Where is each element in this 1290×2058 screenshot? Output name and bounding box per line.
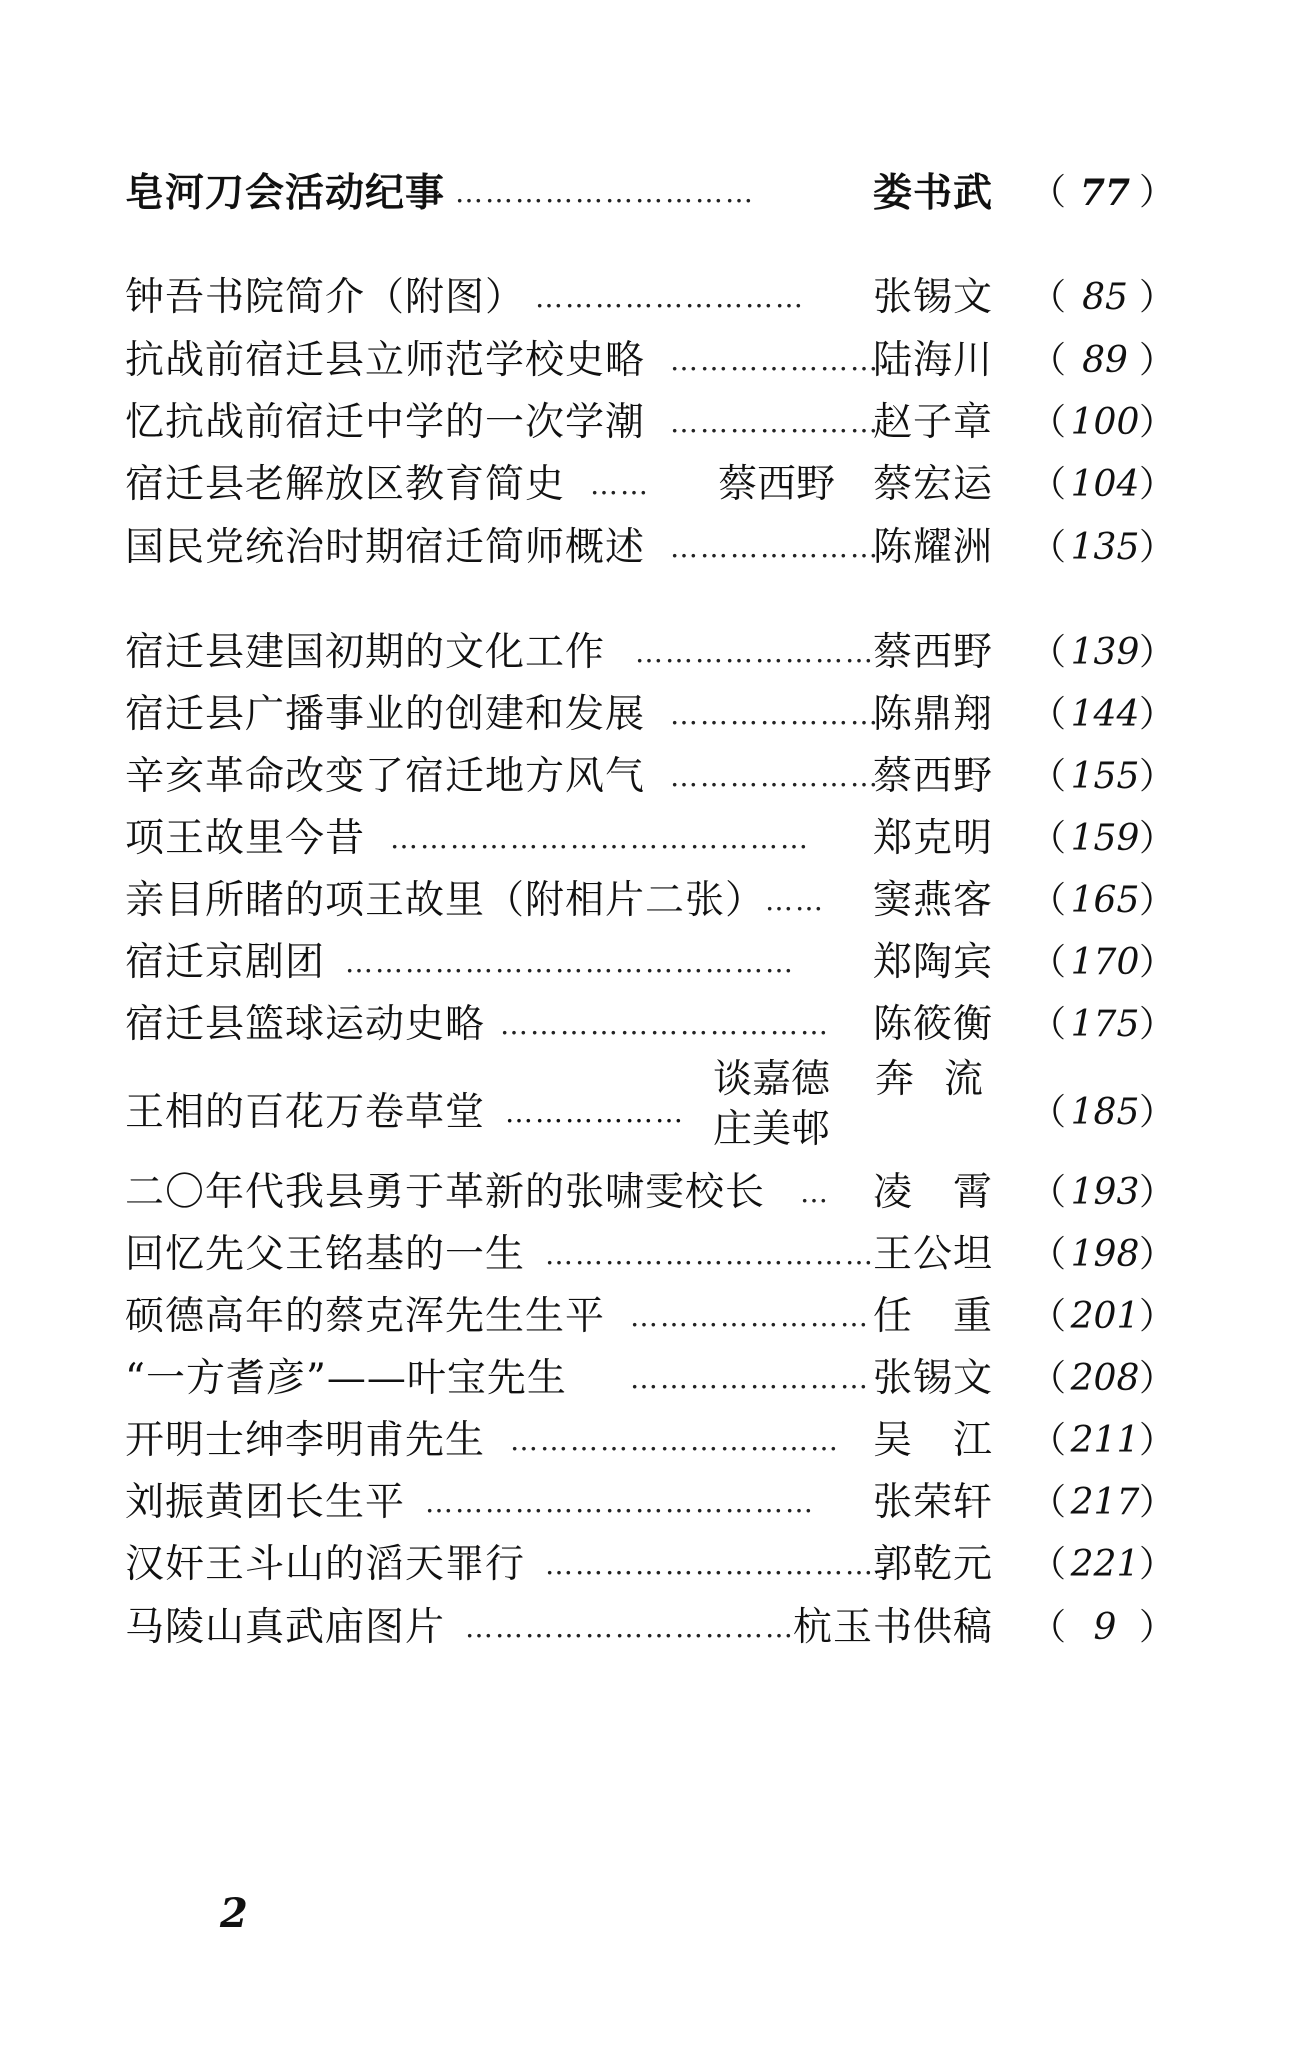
paren-close: ） — [1138, 880, 1175, 921]
dot-leader: ………………… — [670, 344, 880, 377]
entry-title: “一方耆彦”——叶宝先生 — [125, 1356, 567, 1401]
entry-author: 王公坦 — [873, 1232, 994, 1277]
page-value: 185 — [1070, 1092, 1140, 1133]
toc-entry — [125, 395, 1175, 451]
paren-open: （ — [1030, 1296, 1067, 1337]
dot-leader: ………………… — [670, 698, 880, 731]
toc-entry — [125, 997, 1175, 1053]
toc-entry — [125, 1227, 1175, 1283]
dot-leader: …………………… — [630, 1362, 870, 1395]
page-number: 2 — [220, 1890, 248, 1937]
dot-leader: …… — [765, 884, 825, 917]
entry-author: 陈鼎翔 — [873, 692, 994, 737]
entry-coauthor: 蔡西野 — [717, 462, 835, 507]
paren-open: （ — [1030, 1172, 1067, 1213]
toc-entry — [125, 1600, 1175, 1656]
paren-close: ） — [1138, 694, 1175, 735]
entry-coauthor: 谈嘉德 — [713, 1057, 831, 1102]
entry-author: 张荣轩 — [873, 1480, 994, 1525]
entry-author: 吴 江 — [873, 1418, 994, 1463]
dot-leader: …………………………… — [545, 1548, 875, 1581]
paren-open: （ — [1030, 172, 1067, 213]
entry-author: 凌 霄 — [873, 1170, 994, 1215]
paren-close: ） — [1138, 1607, 1175, 1648]
entry-title: 皂河刀会活动纪事 — [125, 170, 446, 216]
dot-leader: …………………………… — [465, 1611, 795, 1644]
page-value: 211 — [1070, 1420, 1140, 1461]
paren-open: （ — [1030, 1092, 1067, 1133]
paren-close: ） — [1138, 818, 1175, 859]
paren-close: ） — [1138, 1358, 1175, 1399]
entry-author: 张锡文 — [873, 1356, 994, 1401]
paren-open: （ — [1030, 402, 1067, 443]
toc-entry — [125, 270, 1175, 326]
entry-title: 开明士绅李明甫先生 — [125, 1418, 486, 1463]
paren-close: ） — [1138, 756, 1175, 797]
page-value: 139 — [1070, 632, 1140, 673]
toc-entry — [125, 1413, 1175, 1469]
paren-close: ） — [1138, 172, 1175, 213]
page-value: 159 — [1070, 818, 1140, 859]
paren-close: ） — [1138, 632, 1175, 673]
paren-open: （ — [1030, 632, 1067, 673]
entry-author: 奔流 — [875, 1057, 1014, 1102]
paren-close: ） — [1138, 1092, 1175, 1133]
page-value: 193 — [1070, 1172, 1140, 1213]
dot-leader: ………………………… — [455, 176, 755, 209]
toc-entry — [125, 1537, 1175, 1593]
entry-author: 娄书武 — [873, 170, 994, 216]
entry-title: 二〇年代我县勇于革新的张啸雯校长 — [125, 1170, 766, 1215]
toc-entry — [125, 625, 1175, 681]
entry-author: 郑陶宾 — [873, 940, 994, 985]
dot-leader: ………………… — [670, 760, 880, 793]
paren-open: （ — [1030, 1358, 1067, 1399]
entry-title: 宿迁县广播事业的创建和发展 — [125, 692, 646, 737]
entry-title: 硕德高年的蔡克浑先生生平 — [125, 1294, 606, 1339]
page-value: 100 — [1070, 402, 1140, 443]
toc-entry — [125, 749, 1175, 805]
dot-leader: …………………………… — [545, 1238, 875, 1271]
paren-open: （ — [1030, 818, 1067, 859]
entry-title: 宿迁县建国初期的文化工作 — [125, 630, 606, 675]
dot-leader: …… — [590, 468, 650, 501]
paren-close: ） — [1138, 1482, 1175, 1523]
entry-title: 亲目所睹的项王故里（附相片二张） — [125, 878, 766, 923]
page-value: 144 — [1070, 694, 1140, 735]
entry-title: 抗战前宿迁县立师范学校史略 — [125, 338, 646, 383]
entry-title: 刘振黄团长生平 — [125, 1480, 406, 1525]
entry-title: 钟吾书院简介（附图） — [125, 275, 526, 320]
dot-leader: …………………… — [635, 636, 875, 669]
toc-entry — [125, 333, 1175, 389]
paren-open: （ — [1030, 527, 1067, 568]
entry-author: 蔡西野 — [873, 630, 994, 675]
dot-leader: ………………… — [670, 531, 880, 564]
entry-author: 蔡西野 — [873, 754, 994, 799]
page-value: 89 — [1082, 340, 1128, 381]
entry-author: 杭玉书供稿 — [793, 1605, 994, 1650]
entry-title: 国民党统治时期宿迁简师概述 — [125, 525, 646, 570]
entry-title: 宿迁县篮球运动史略 — [125, 1002, 486, 1047]
toc-entry-multi-author — [125, 1055, 1175, 1165]
paren-close: ） — [1138, 1420, 1175, 1461]
paren-open: （ — [1030, 277, 1067, 318]
dot-leader: … — [800, 1176, 830, 1209]
dot-leader: …………………… — [630, 1300, 870, 1333]
paren-close: ） — [1138, 1234, 1175, 1275]
paren-close: ） — [1138, 942, 1175, 983]
entry-title: 宿迁县老解放区教育简史 — [125, 462, 566, 507]
entry-author: 陈耀洲 — [873, 525, 994, 570]
paren-open: （ — [1030, 694, 1067, 735]
dot-leader: …………………………… — [500, 1008, 830, 1041]
entry-author: 陈筱衡 — [873, 1002, 994, 1047]
page-value: 208 — [1070, 1358, 1140, 1399]
page-value: 165 — [1070, 880, 1140, 921]
toc-entry — [125, 687, 1175, 743]
paren-close: ） — [1138, 527, 1175, 568]
page-value: 217 — [1070, 1482, 1140, 1523]
paren-open: （ — [1030, 1482, 1067, 1523]
page-value: 198 — [1070, 1234, 1140, 1275]
page-value: 221 — [1070, 1544, 1140, 1585]
paren-close: ） — [1138, 402, 1175, 443]
page-value: 201 — [1070, 1296, 1140, 1337]
paren-open: （ — [1030, 1607, 1067, 1648]
entry-author: 张锡文 — [873, 275, 994, 320]
toc-entry — [125, 935, 1175, 991]
paren-open: （ — [1030, 1004, 1067, 1045]
paren-close: ） — [1138, 277, 1175, 318]
paren-close: ） — [1138, 1544, 1175, 1585]
paren-close: ） — [1138, 1004, 1175, 1045]
paren-open: （ — [1030, 1544, 1067, 1585]
entry-coauthor: 庄美邨 — [713, 1107, 831, 1152]
entry-author: 郭乾元 — [873, 1542, 994, 1587]
toc-entry — [125, 811, 1175, 867]
page-value: 104 — [1070, 464, 1140, 505]
toc-entry — [125, 1289, 1175, 1345]
paren-open: （ — [1030, 340, 1067, 381]
entry-author: 蔡宏运 — [873, 462, 994, 507]
dot-leader: ……………… — [505, 1096, 685, 1129]
paren-close: ） — [1138, 464, 1175, 505]
toc-entry — [125, 165, 1175, 221]
page-value: 9 — [1093, 1607, 1117, 1648]
entry-title: 忆抗战前宿迁中学的一次学潮 — [125, 400, 646, 445]
entry-author: 窦燕客 — [873, 878, 994, 923]
toc-entry — [125, 520, 1175, 576]
paren-open: （ — [1030, 464, 1067, 505]
entry-title: 王相的百花万卷草堂 — [125, 1090, 486, 1135]
paren-open: （ — [1030, 942, 1067, 983]
paren-open: （ — [1030, 1420, 1067, 1461]
entry-author: 任 重 — [873, 1294, 994, 1339]
entry-title: 汉奸王斗山的滔天罪行 — [125, 1542, 526, 1587]
toc-entry — [125, 873, 1175, 929]
page-value: 170 — [1070, 942, 1140, 983]
entry-author: 陆海川 — [873, 338, 994, 383]
paren-open: （ — [1030, 880, 1067, 921]
toc-entry — [125, 1351, 1175, 1407]
entry-author: 郑克明 — [873, 816, 994, 861]
dot-leader: ……………………… — [535, 281, 805, 314]
page-value: 135 — [1070, 527, 1140, 568]
paren-open: （ — [1030, 756, 1067, 797]
dot-leader: …………………………………… — [390, 822, 810, 855]
dot-leader: ……………………………………… — [345, 946, 795, 979]
dot-leader: ………………………………… — [425, 1486, 815, 1519]
entry-title: 项王故里今昔 — [125, 816, 366, 861]
page-value: 77 — [1079, 172, 1131, 214]
entry-title: 回忆先父王铭基的一生 — [125, 1232, 526, 1277]
dot-leader: …………………………… — [510, 1424, 840, 1457]
paren-close: ） — [1138, 340, 1175, 381]
entry-title: 马陵山真武庙图片 — [125, 1605, 446, 1650]
paren-close: ） — [1138, 1296, 1175, 1337]
entry-author: 赵子章 — [873, 400, 994, 445]
toc-entry — [125, 1165, 1175, 1221]
entry-title: 宿迁京剧团 — [125, 940, 326, 985]
dot-leader: ………………… — [670, 406, 880, 439]
paren-close: ） — [1138, 1172, 1175, 1213]
page-value: 155 — [1070, 756, 1140, 797]
toc-entry — [125, 1475, 1175, 1531]
page-value: 175 — [1070, 1004, 1140, 1045]
entry-title: 辛亥革命改变了宿迁地方风气 — [125, 754, 646, 799]
page-value: 85 — [1082, 277, 1128, 318]
paren-open: （ — [1030, 1234, 1067, 1275]
toc-entry — [125, 457, 1175, 513]
